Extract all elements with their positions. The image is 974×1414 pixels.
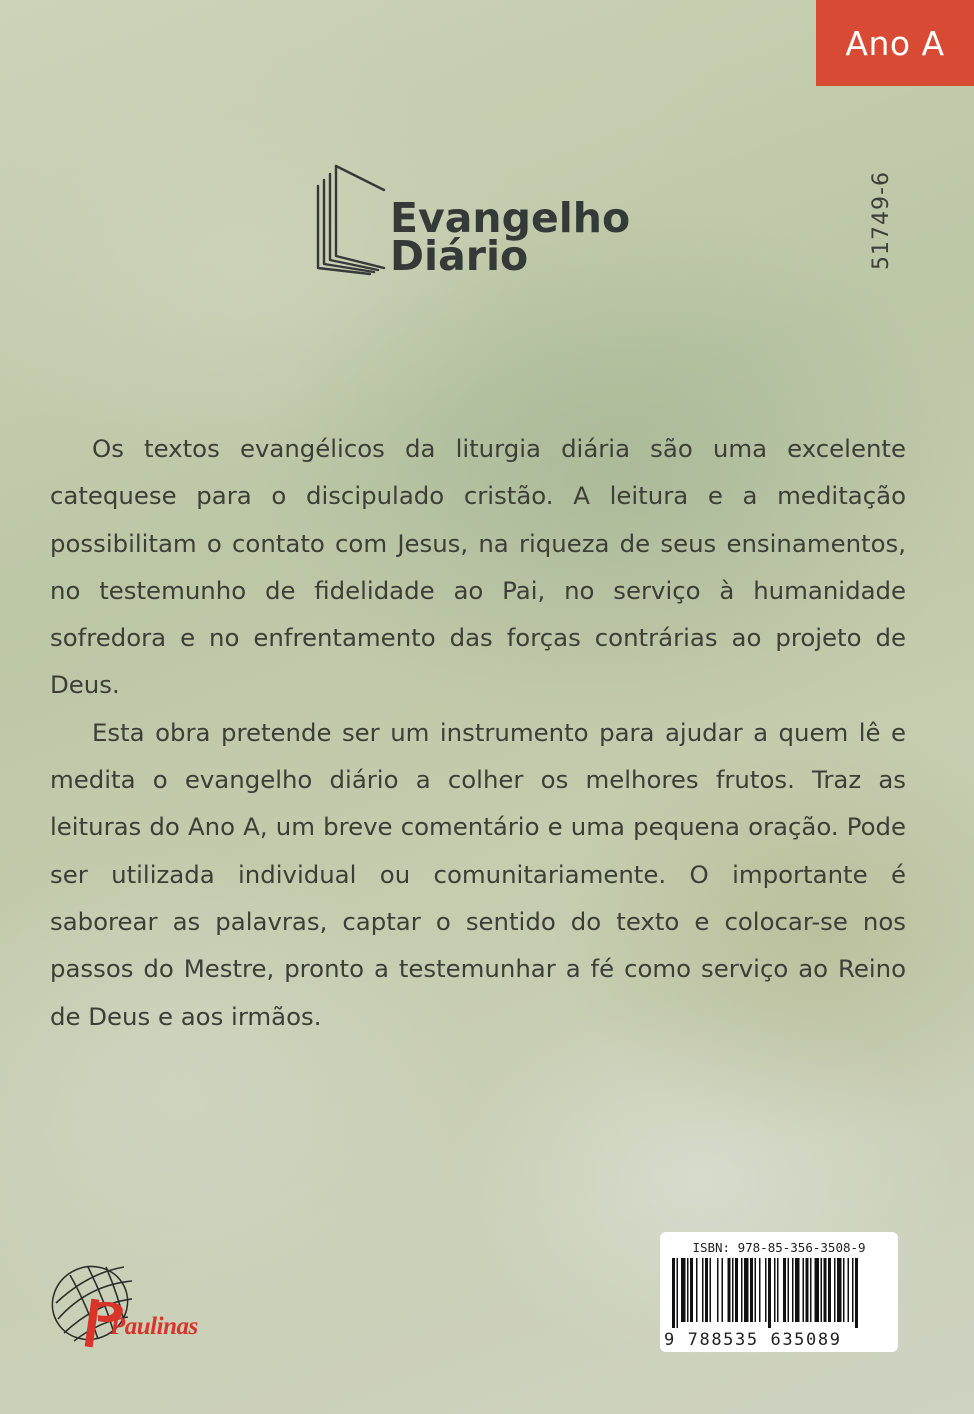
description-text <box>50 425 906 1040</box>
barcode-bar <box>722 1258 724 1322</box>
barcode-bar <box>690 1258 693 1322</box>
barcode-bar <box>735 1258 738 1322</box>
barcode-bar <box>702 1258 704 1322</box>
barcode-bar <box>852 1258 854 1322</box>
description-paragraph-1: Os textos evangélicos da liturgia diária são uma excelente catequese para o discipulado cristão. A leitura e a meditação possibilitam o contato com Jesus, na riqueza de seus ensinamentos, no testemunho de fidelidade ao Pai, no serviço à humanidade sofredora e no enfrentamento das forças contrárias ao projeto de Deus. <box>50 434 906 700</box>
barcode-bar <box>755 1258 757 1322</box>
barcode-bar <box>768 1258 771 1328</box>
barcode-bar <box>792 1258 794 1322</box>
barcode-bar <box>677 1258 679 1328</box>
publisher-logo <box>48 1255 208 1355</box>
year-tab <box>816 0 974 86</box>
barcode-bar <box>806 1258 809 1322</box>
barcode-bar <box>732 1258 734 1322</box>
barcode-bar <box>783 1258 786 1322</box>
barcode-bar <box>741 1258 743 1322</box>
barcode-label <box>660 1232 898 1352</box>
barcode-bar <box>759 1258 761 1322</box>
publisher-name: Paulinas <box>110 1313 198 1340</box>
barcode-bar <box>837 1258 842 1322</box>
barcode-bar <box>803 1258 805 1322</box>
barcode-bar <box>834 1258 836 1322</box>
logo-title-line2: Diário <box>390 232 529 280</box>
side-code-text: 51749-6 <box>868 170 894 270</box>
barcode-bar <box>848 1258 850 1322</box>
logo-title-line1: Evangelho <box>390 194 631 242</box>
barcode-bar <box>681 1258 686 1322</box>
barcode-bar <box>843 1258 845 1322</box>
series-logo <box>312 160 642 280</box>
open-book-icon <box>312 160 402 280</box>
barcode-bar <box>855 1258 858 1328</box>
barcode-bar <box>795 1258 800 1322</box>
barcode-bar <box>815 1258 820 1322</box>
barcode-bar <box>765 1258 767 1322</box>
barcode-bar <box>717 1258 719 1322</box>
barcode-bar <box>774 1258 776 1322</box>
barcode-bar <box>687 1258 689 1322</box>
ean-digits: 9 788535 635089 <box>664 1330 842 1350</box>
barcode-bar <box>821 1258 823 1322</box>
barcode-bar <box>828 1258 831 1322</box>
barcode-bar <box>705 1258 708 1322</box>
barcode-bar <box>824 1258 827 1322</box>
barcode-bar <box>744 1258 749 1322</box>
barcode-bar <box>672 1258 675 1328</box>
barcode-bar <box>710 1258 712 1322</box>
description-paragraph-2: Esta obra pretende ser um instrumento para ajudar a quem lê e medita o evangelho diário a colher os melhores frutos. Traz as leituras do Ano A, um breve comentário e uma pequena oração. Pode ser utilizada individual ou comunitariamente. O importante é saborear as palavras, captar o sentido do texto e colocar-se nos passos do Mestre, pronto a testemunhar a fé como serviço ao Reino de Deus e aos irmãos. <box>50 717 906 1031</box>
barcode-bar <box>696 1258 698 1322</box>
barcode-bar <box>810 1258 812 1322</box>
barcode-bar <box>750 1258 753 1322</box>
year-tab-label: Ano A <box>845 23 945 63</box>
barcode-bars <box>670 1258 888 1328</box>
barcode-bar <box>788 1258 790 1322</box>
isbn-text: ISBN: 978-85-356-3508-9 <box>692 1240 866 1255</box>
barcode-bar <box>728 1258 731 1322</box>
barcode-bar <box>777 1258 779 1322</box>
side-code <box>856 160 906 280</box>
